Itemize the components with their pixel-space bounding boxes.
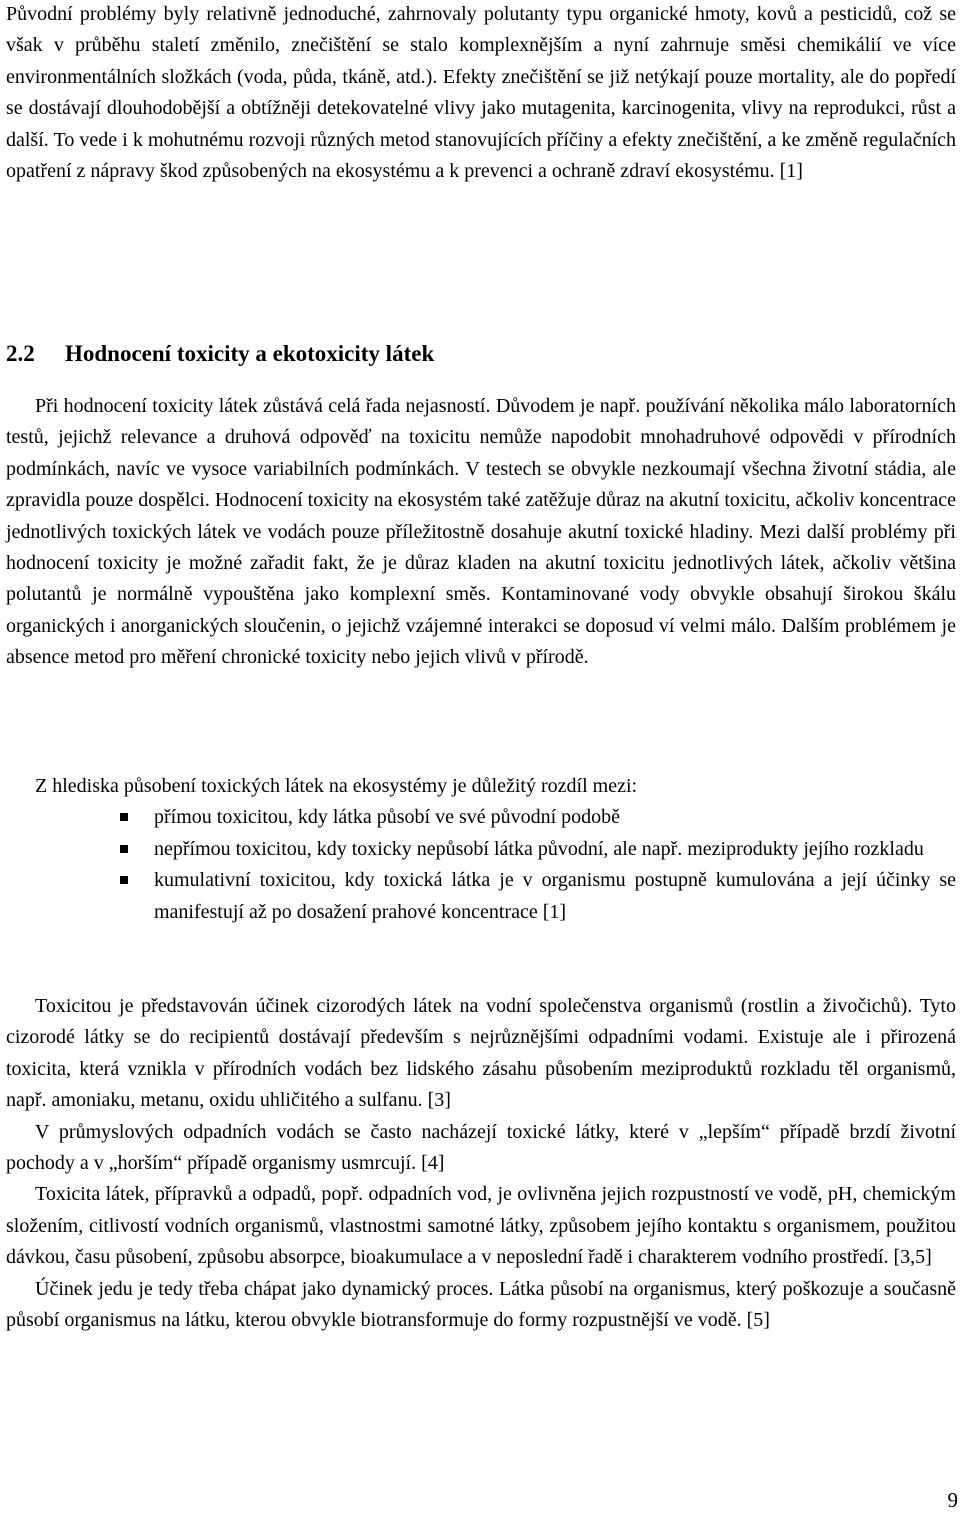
section-number: 2.2 (6, 341, 35, 366)
square-bullet-icon (120, 813, 128, 821)
square-bullet-icon (120, 845, 128, 853)
section-body (6, 391, 956, 674)
paragraph-industrial-wastewater: V průmyslových odpadních vodách se často nacházejí toxické látky, které v „lepším“ případě brzdí životní pochody a v „horším“ případě organismy usmrcují. [4] (6, 1120, 956, 1175)
paragraph-original-problems: Původní problémy byly relativně jednoduché, zahrnovaly polutanty typu organické hmoty, kovů a pesticidů, což se však v průběhu staletí změnilo, znečištění se stalo komplexnějším a nyní zahrnuje směsi chemikálií ve více environmentálních složkách (voda, půda, tkáně, atd.). Efekty znečištění se již netýkají pouze mortality, ale do popředí se dostávají dlouhodobější a obtížněji detekovatelné vlivy jako mutagenita, karcinogenita, vlivy na reprodukci, růst a další. To vede i k mohutnému rozvoji různých metod stanovujících příčiny a efekty znečištění, a ke změně regulačních opatření z nápravy škod způsobených na ekosystému a k prevenci a ochraně zdraví ekosystému. [1] (6, 3, 956, 183)
list-item-text: přímou toxicitou, kdy látka působí ve své původní podobě (154, 806, 621, 829)
list-item-text: kumulativní toxicitou, kdy toxická látka je v organismu postupně kumulována a její účinky se manifestují až po dosažení prahové koncentrace [1] (154, 869, 956, 923)
paragraph-list-intro: Z hlediska působení toxických látek na ekosystémy je důležitý rozdíl mezi: (35, 775, 638, 797)
document-page (6, 0, 956, 1332)
paragraph-poison-effect: Účinek jedu je tedy třeba chápat jako dynamický proces. Látka působí na organismus, který poškozuje a současně působí organismus na látku, kterou obvykle biotransformuje do formy rozpustnější ve vodě. [5] (6, 1277, 956, 1332)
paragraph-toxicity-definition: Toxicitou je představován účinek cizorodých látek na vodní společenstva organismů (rostlin a živočichů). Tyto cizorodé látky se do recipientů dostávají především s nejrůznějšími odpadními vodami. Existuje ale i přirozená toxicita, která vznikla v přírodních vodách bez lidského zásahu působením meziproduktů rozkladu těl organismů, např. amoniaku, metanu, oxidu uhličitého a sulfanu. [3] (6, 995, 956, 1112)
section-title: Hodnocení toxicity a ekotoxicity látek (65, 341, 435, 366)
section-heading (6, 339, 434, 369)
toxicity-definition-block (6, 991, 956, 1336)
toxicity-types-list (6, 802, 956, 928)
paragraph-toxicity-factors: Toxicita látek, přípravků a odpadů, popř. odpadních vod, je ovlivněna jejich rozpustností ve vodě, pH, chemickým složením, citlivostí vodních organismů, vlastnostmi samotné látky, způsobem jejího kontaktu s organismem, použitou dávkou, času působení, způsobu absorpce, bioakumulace a v neposlední řadě i charakterem vodního prostředí. [3,5] (6, 1183, 956, 1269)
page-number: 9 (947, 1488, 958, 1512)
toxicity-types-block (6, 771, 956, 928)
paragraph-toxicity-assessment: Při hodnocení toxicity látek zůstává celá řada nejasností. Důvodem je např. používání několika málo laboratorních testů, jejichž relevance a druhová odpověď na toxicitu nemůže napodobit mnohadruhové odpovědi v přírodních podmínkách, navíc ve vysoce variabilních podmínkách. V testech se obvykle nezkoumají všechna životní stádia, ale zpravidla pouze dospělci. Hodnocení toxicity na ekosystém také zatěžuje důraz na akutní toxicitu, ačkoliv koncentrace jednotlivých toxických látek ve vodách pouze příležitostně dosahuje akutní toxické hladiny. Mezi další problémy při hodnocení toxicity je možné zařadit fakt, že je důraz kladen na akutní toxicitu jednotlivých látek, ačkoliv většina polutantů je normálně vypouštěna jako komplexní směs. Kontaminované vody obvykle obsahují širokou škálu organických i anorganických sloučenin, o jejichž vzájemné interakci se doposud ví velmi málo. Dalším problémem je absence metod pro měření chronické toxicity nebo jejich vlivů v přírodě. (6, 395, 956, 669)
square-bullet-icon (120, 876, 128, 884)
list-item (154, 834, 956, 865)
list-item (154, 865, 956, 928)
list-item (154, 802, 956, 833)
list-item-text: nepřímou toxicitou, kdy toxicky nepůsobí látka původní, ale např. meziprodukty jejího rozkladu (154, 837, 924, 860)
